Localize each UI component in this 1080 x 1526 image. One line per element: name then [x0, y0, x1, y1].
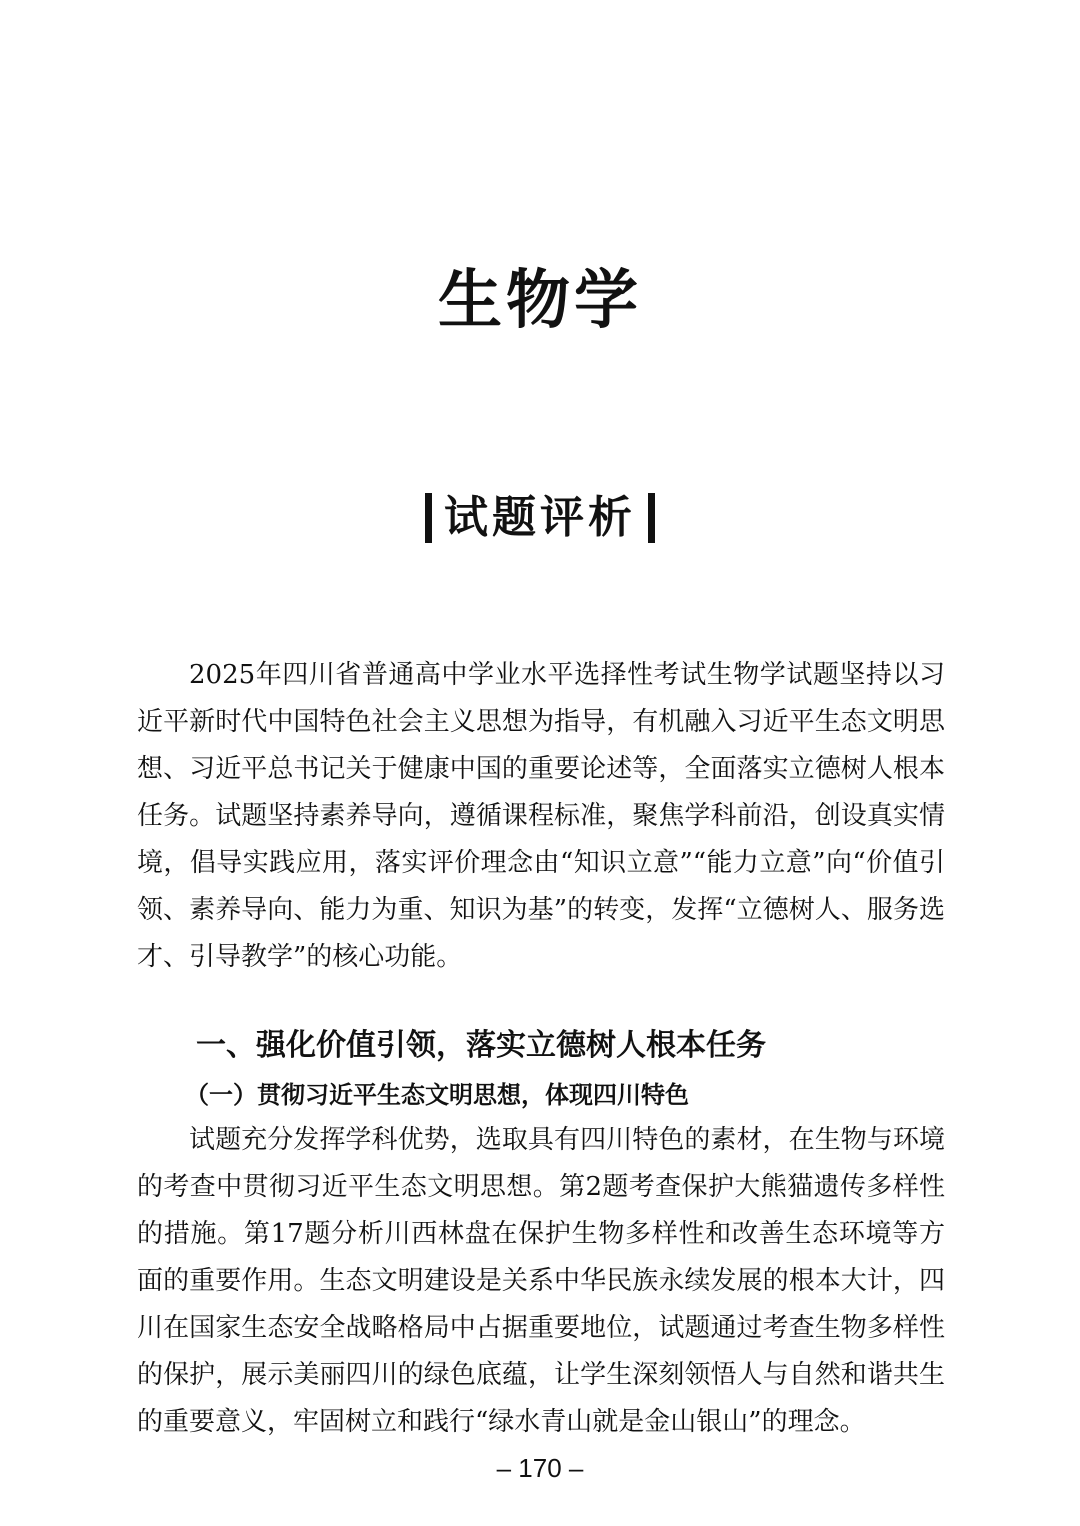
page-number: – 170 – — [496, 1453, 584, 1483]
banner-left-bar — [425, 493, 432, 543]
heading-level-2: （一）贯彻习近平生态文明思想，体现四川特色 — [185, 1081, 689, 1109]
banner-right-bar — [648, 493, 655, 543]
body-paragraph: 试题充分发挥学科优势，选取具有四川特色的素材，在生物与环境的考查中贯彻习近平生态文明思想。第2题考查保护大熊猫遗传多样性的措施。第17题分析川西林盘在保护生物多样性和改善生态环境等方面的重要作用。生态文明建设是关系中华民族永续发展的根本大计，四川在国家生态安全战略格局中占据重要地位，试题通过考查生物多样性的保护，展示美丽四川的绿色底蕴，让学生深刻领悟人与自然和谐共生的重要意义，牢固树立和践行“绿水青山就是金山银山”的理念。 — [137, 1125, 945, 1437]
section-banner — [0, 488, 1080, 548]
section-title: 试题评析 — [444, 492, 636, 543]
page-title: 生物学 — [438, 263, 642, 338]
intro-paragraph: 2025年四川省普通高中学业水平选择性考试生物学试题坚持以习近平新时代中国特色社会主义思想为指导，有机融入习近平生态文明思想、习近平总书记关于健康中国的重要论述等，全面落实立德树人根本任务。试题坚持素养导向，遵循课程标准，聚焦学科前沿，创设真实情境，倡导实践应用，落实评价理念由“知识立意”“能力立意”向“价值引领、素养导向、能力为重、知识为基”的转变，发挥“立德树人、服务选才、引导教学”的核心功能。 — [137, 660, 945, 972]
heading-level-1: 一、强化价值引领，落实立德树人根本任务 — [196, 1028, 766, 1063]
